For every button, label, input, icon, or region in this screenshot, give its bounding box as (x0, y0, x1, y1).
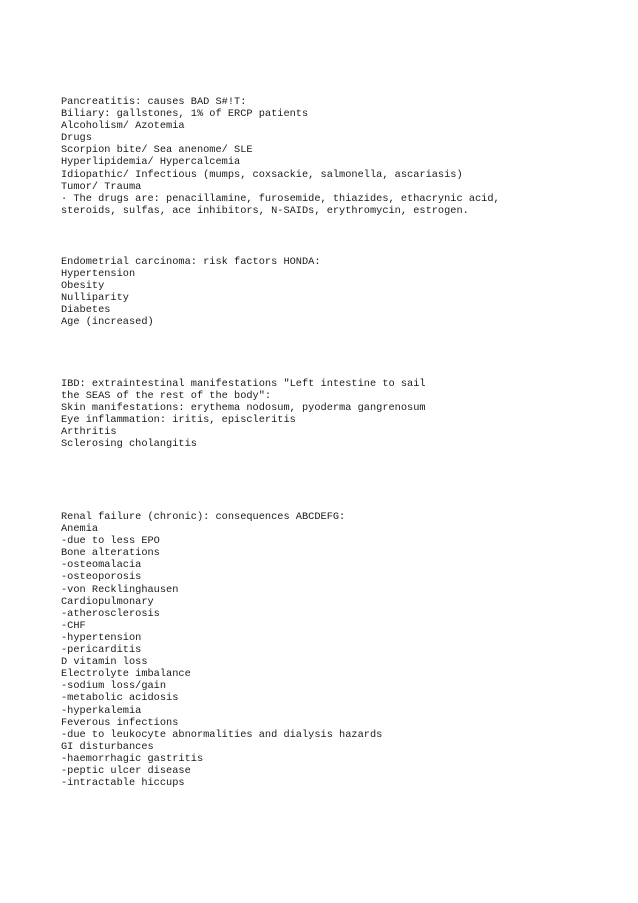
list-item: Electrolyte imbalance (61, 668, 191, 681)
list-item: -osteoporosis (61, 571, 142, 584)
list-item: Idiopathic/ Infectious (mumps, coxsackie, salmonella, ascariasis) (61, 168, 463, 181)
list-item: Sclerosing cholangitis (61, 438, 197, 451)
list-item: -pericarditis (61, 644, 142, 657)
list-item: -hypertension (61, 631, 142, 644)
list-item: -due to less EPO (61, 535, 160, 548)
list-item: Scorpion bite/ Sea anenome/ SLE (61, 144, 253, 157)
list-item: -hyperkalemia (61, 704, 142, 717)
list-item: -sodium loss/gain (61, 680, 167, 693)
list-item: -due to leukocyte abnormalities and dialysis hazards (61, 728, 383, 741)
section-renal-failure (61, 511, 621, 789)
list-item: Bone alterations (61, 547, 160, 560)
list-item: -intractable hiccups (61, 777, 185, 790)
section-title-continued: the SEAS of the rest of the body": (61, 390, 272, 403)
section-title: Endometrial carcinoma: risk factors HONDA: (61, 256, 321, 268)
list-item: Tumor/ Trauma (61, 180, 142, 193)
list-item: Cardiopulmonary (61, 595, 154, 608)
list-item: Biliary: gallstones, 1% of ERCP patients (61, 108, 309, 121)
list-item: steroids, sulfas, ace inhibitors, N-SAIDs, erythromycin, estrogen. (61, 204, 469, 217)
list-item: -osteomalacia (61, 559, 142, 572)
list-item: -CHF (61, 619, 86, 632)
section-title: IBD: extraintestinal manifestations "Left intestine to sail (61, 378, 426, 390)
list-item: Feverous infections (61, 716, 179, 729)
section-pancreatitis (61, 96, 621, 217)
list-item: -peptic ulcer disease (61, 764, 191, 777)
list-item: Anemia (61, 523, 99, 536)
list-item: Drugs (61, 132, 92, 145)
list-item: Hyperlipidemia/ Hypercalcemia (61, 156, 241, 169)
list-item: Obesity (61, 280, 105, 293)
list-item: · The drugs are: penacillamine, furosemide, thiazides, ethacrynic acid, (61, 192, 500, 205)
list-item: Hypertension (61, 268, 136, 281)
list-item: -metabolic acidosis (61, 692, 179, 705)
list-item: -atherosclerosis (61, 607, 160, 620)
list-item: GI disturbances (61, 740, 154, 753)
section-title: Renal failure (chronic): consequences ABCDEFG: (61, 511, 346, 523)
list-item: Nulliparity (61, 292, 129, 305)
section-title: Pancreatitis: causes BAD S#!T: (61, 96, 247, 108)
list-item: Diabetes (61, 304, 111, 317)
list-item: Alcoholism/ Azotemia (61, 120, 185, 133)
list-item: D vitamin loss (61, 656, 148, 669)
list-item: Age (increased) (61, 316, 154, 329)
section-endometrial-carcinoma (61, 256, 621, 329)
list-item: Skin manifestations: erythema nodosum, pyoderma gangrenosum (61, 402, 426, 415)
list-item: Eye inflammation: iritis, episcleritis (61, 414, 296, 427)
list-item: -haemorrhagic gastritis (61, 752, 204, 765)
list-item: Arthritis (61, 426, 117, 439)
section-ibd (61, 378, 621, 451)
list-item: -von Recklinghausen (61, 583, 179, 596)
